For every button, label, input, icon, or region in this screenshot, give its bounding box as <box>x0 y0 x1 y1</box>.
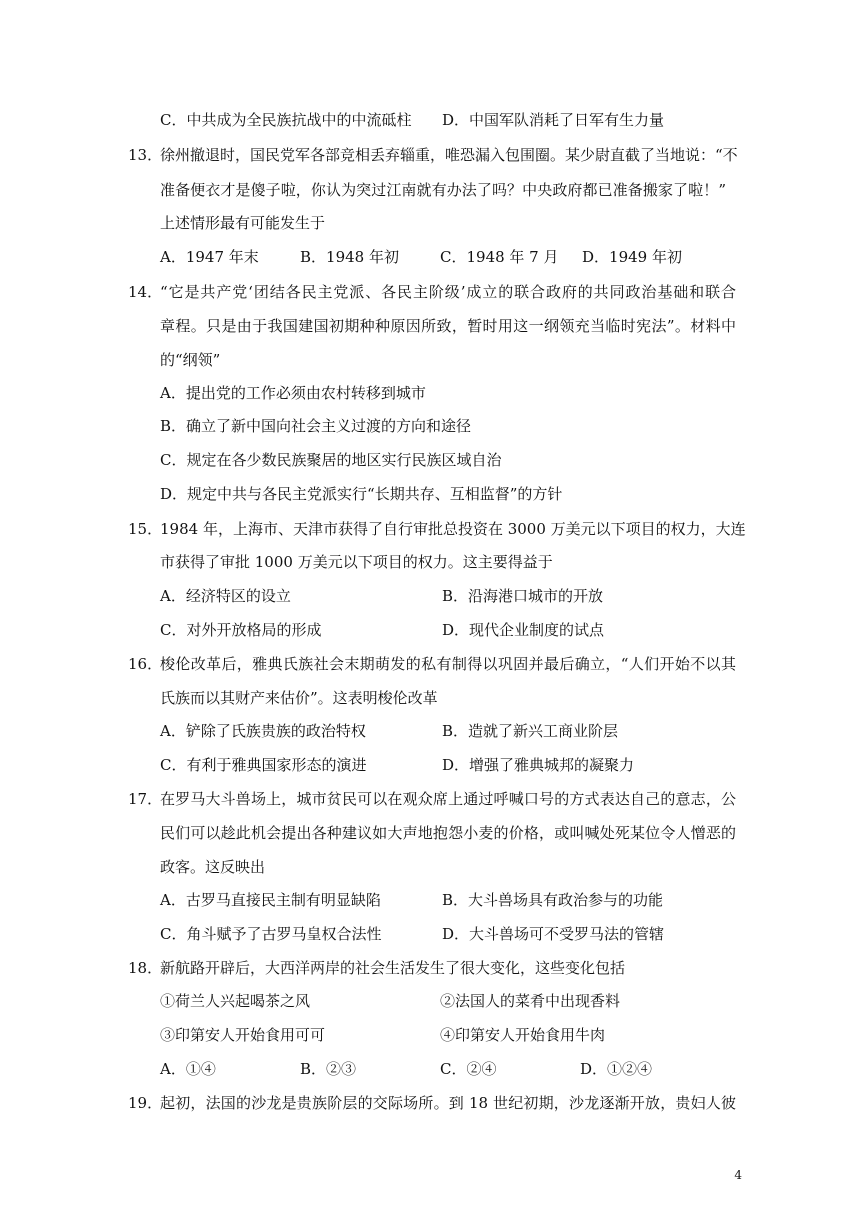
q14-number: 14． <box>128 283 163 301</box>
q14-line-1: “它是共产党‘团结各民主党派、各民主阶级’成立的联合政府的共同政治基础和联合 <box>160 283 736 301</box>
q16-option-a: A．铲除了氏族贵族的政治特权 <box>160 722 366 740</box>
q17-option-d: D．大斗兽场可不受罗马法的管辖 <box>442 925 665 943</box>
q13-option-b: B．1948 年初 <box>300 248 399 266</box>
q16-option-c: C．有利于雅典国家形态的演进 <box>160 756 367 774</box>
q14-option-d: D．规定中共与各民主党派实行“长期共存、互相监督”的方针 <box>160 485 563 503</box>
q16-line-1: 梭伦改革后，雅典氏族社会末期萌发的私有制得以巩固并最后确立，“人们开始不以其 <box>160 655 736 673</box>
q14-option-b: B．确立了新中国向社会主义过渡的方向和途径 <box>160 417 472 435</box>
q15-line-2: 市获得了审批 1000 万美元以下项目的权力。这主要得益于 <box>160 553 553 571</box>
q13-line-1: 徐州撤退时，国民党军各部竞相丢弃辎重，唯恐漏入包围圈。某少尉直截了当地说：“不 <box>160 146 738 164</box>
q18-item-4: ④印第安人开始食用牛肉 <box>440 1026 606 1044</box>
q13-number: 13． <box>128 146 163 164</box>
q14-option-a: A．提出党的工作必须由农村转移到城市 <box>160 384 426 402</box>
q14-line-3: 的“纲领” <box>160 351 221 369</box>
q12-option-c: C．中共成为全民族抗战中的中流砥柱 <box>160 111 412 129</box>
q13-option-a: A．1947 年末 <box>160 248 259 266</box>
q14-option-c: C．规定在各少数民族聚居的地区实行民族区域自治 <box>160 451 502 469</box>
q18-number: 18． <box>128 959 163 977</box>
q15-option-a: A．经济特区的设立 <box>160 587 291 605</box>
q17-line-2: 民们可以趁此机会提出各种建议如大声地抱怨小麦的价格，或叫喊处死某位令人憎恶的 <box>160 824 736 842</box>
page-number: 4 <box>734 1168 742 1182</box>
q12-option-d: D．中国军队消耗了日军有生力量 <box>442 111 665 129</box>
q16-option-d: D．增强了雅典城邦的凝聚力 <box>442 756 635 774</box>
q18-option-a: A．①④ <box>160 1060 216 1078</box>
q17-option-c: C．角斗赋予了古罗马皇权合法性 <box>160 925 382 943</box>
q15-option-b: B．沿海港口城市的开放 <box>442 587 604 605</box>
q18-item-3: ③印第安人开始食用可可 <box>160 1026 326 1044</box>
q13-line-3: 上述情形最有可能发生于 <box>160 214 326 232</box>
q17-number: 17． <box>128 790 163 808</box>
q13-line-2: 准备便衣才是傻子啦，你认为突过江南就有办法了吗？中央政府都已准备搬家了啦！” <box>160 181 726 199</box>
q18-option-c: C．②④ <box>440 1060 497 1078</box>
q16-number: 16． <box>128 655 163 673</box>
q17-line-1: 在罗马大斗兽场上，城市贫民可以在观众席上通过呼喊口号的方式表达自己的意志，公 <box>160 790 736 808</box>
q18-line-1: 新航路开辟后，大西洋两岸的社会生活发生了很大变化，这些变化包括 <box>160 959 626 977</box>
q13-option-d: D．1949 年初 <box>582 248 682 266</box>
q18-option-b: B．②③ <box>300 1060 357 1078</box>
q16-option-b: B．造就了新兴工商业阶层 <box>442 722 619 740</box>
q17-option-a: A．古罗马直接民主制有明显缺陷 <box>160 891 381 909</box>
q19-number: 19． <box>128 1094 163 1112</box>
q15-option-c: C．对外开放格局的形成 <box>160 621 322 639</box>
q15-line-1: 1984 年，上海市、天津市获得了自行审批总投资在 3000 万美元以下项目的权力，大连 <box>160 520 746 538</box>
q17-option-b: B．大斗兽场具有政治参与的功能 <box>442 891 664 909</box>
q18-item-2: ②法国人的菜肴中出现香料 <box>440 992 621 1010</box>
q18-option-d: D．①②④ <box>580 1060 653 1078</box>
q16-line-2: 氏族而以其财产来估价”。这表明梭伦改革 <box>160 689 438 707</box>
q13-option-c: C．1948 年 7 月 <box>440 248 559 266</box>
q15-option-d: D．现代企业制度的试点 <box>442 621 605 639</box>
q18-item-1: ①荷兰人兴起喝茶之风 <box>160 992 311 1010</box>
q19-line-1: 起初，法国的沙龙是贵族阶层的交际场所。到 18 世纪初期，沙龙逐渐开放，贵妇人彼 <box>160 1094 736 1112</box>
q17-line-3: 政客。这反映出 <box>160 858 266 876</box>
q15-number: 15． <box>128 520 163 538</box>
q14-line-2: 章程。只是由于我国建国初期种种原因所致，暂时用这一纲领充当临时宪法”。材料中 <box>160 317 736 335</box>
